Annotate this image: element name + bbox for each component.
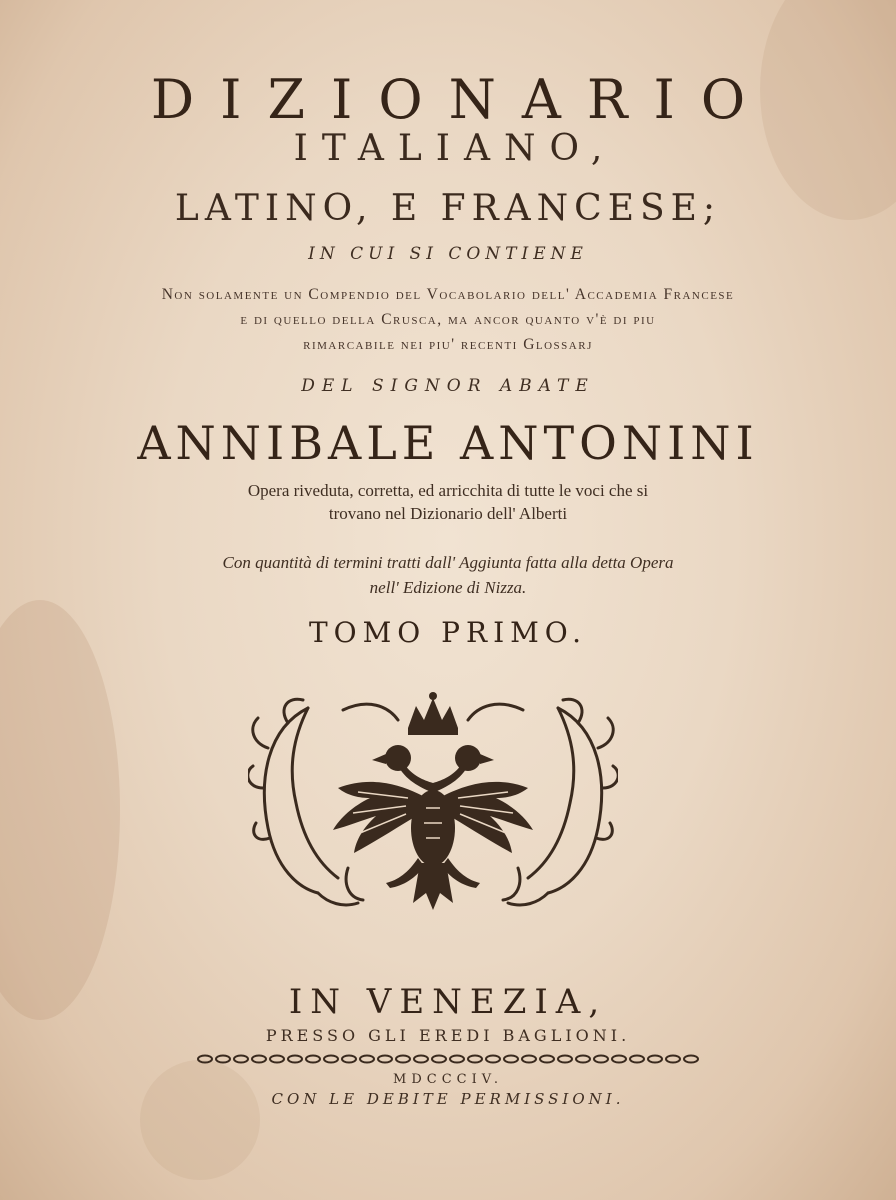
book-title: DIZIONARIO [150,68,772,131]
subtitle-line-1: ITALIANO, [293,128,617,169]
edition-note-line-2: trovano nel Dizionario dell' Alberti [328,504,568,523]
description-line-3: rimarcabile nei piu' recenti Glossarj [303,336,593,353]
contents-intro: IN CUI SI CONTIENE [308,244,588,264]
imprint-city: IN VENEZIA, [288,982,608,1022]
chain-rule-divider [196,1052,700,1066]
description-line-1: Non solamente un Compendio del Vocabolario dell' Accademia Francese [161,286,735,303]
description-line-2: e di quello della Crusca, ma ancor quanto v'è di piu [240,311,656,328]
imprint-year: MDCCCIV. [393,1072,503,1087]
author-name: ANNIBALE ANTONINI [137,416,759,470]
volume-label: TOMO PRIMO. [308,616,588,649]
double-headed-eagle-crest-icon [248,688,618,938]
subtitle-line-2: LATINO, E FRANCESE; [174,188,722,229]
edition-note-line-1: Opera riveduta, corretta, ed arricchita di tutte le voci che si [247,481,649,500]
paper-stain [0,600,120,1020]
additions-note-line-1: Con quantità di termini tratti dall' Aggiunta fatta alla detta Opera [222,553,674,572]
by-line: DEL SIGNOR ABATE [301,376,595,396]
imprint-permissions: CON LE DEBITE PERMISSIONI. [271,1090,625,1108]
additions-note-line-2: nell' Edizione di Nizza. [369,578,527,597]
imprint-printer: PRESSO GLI EREDI BAGLIONI. [265,1026,631,1045]
